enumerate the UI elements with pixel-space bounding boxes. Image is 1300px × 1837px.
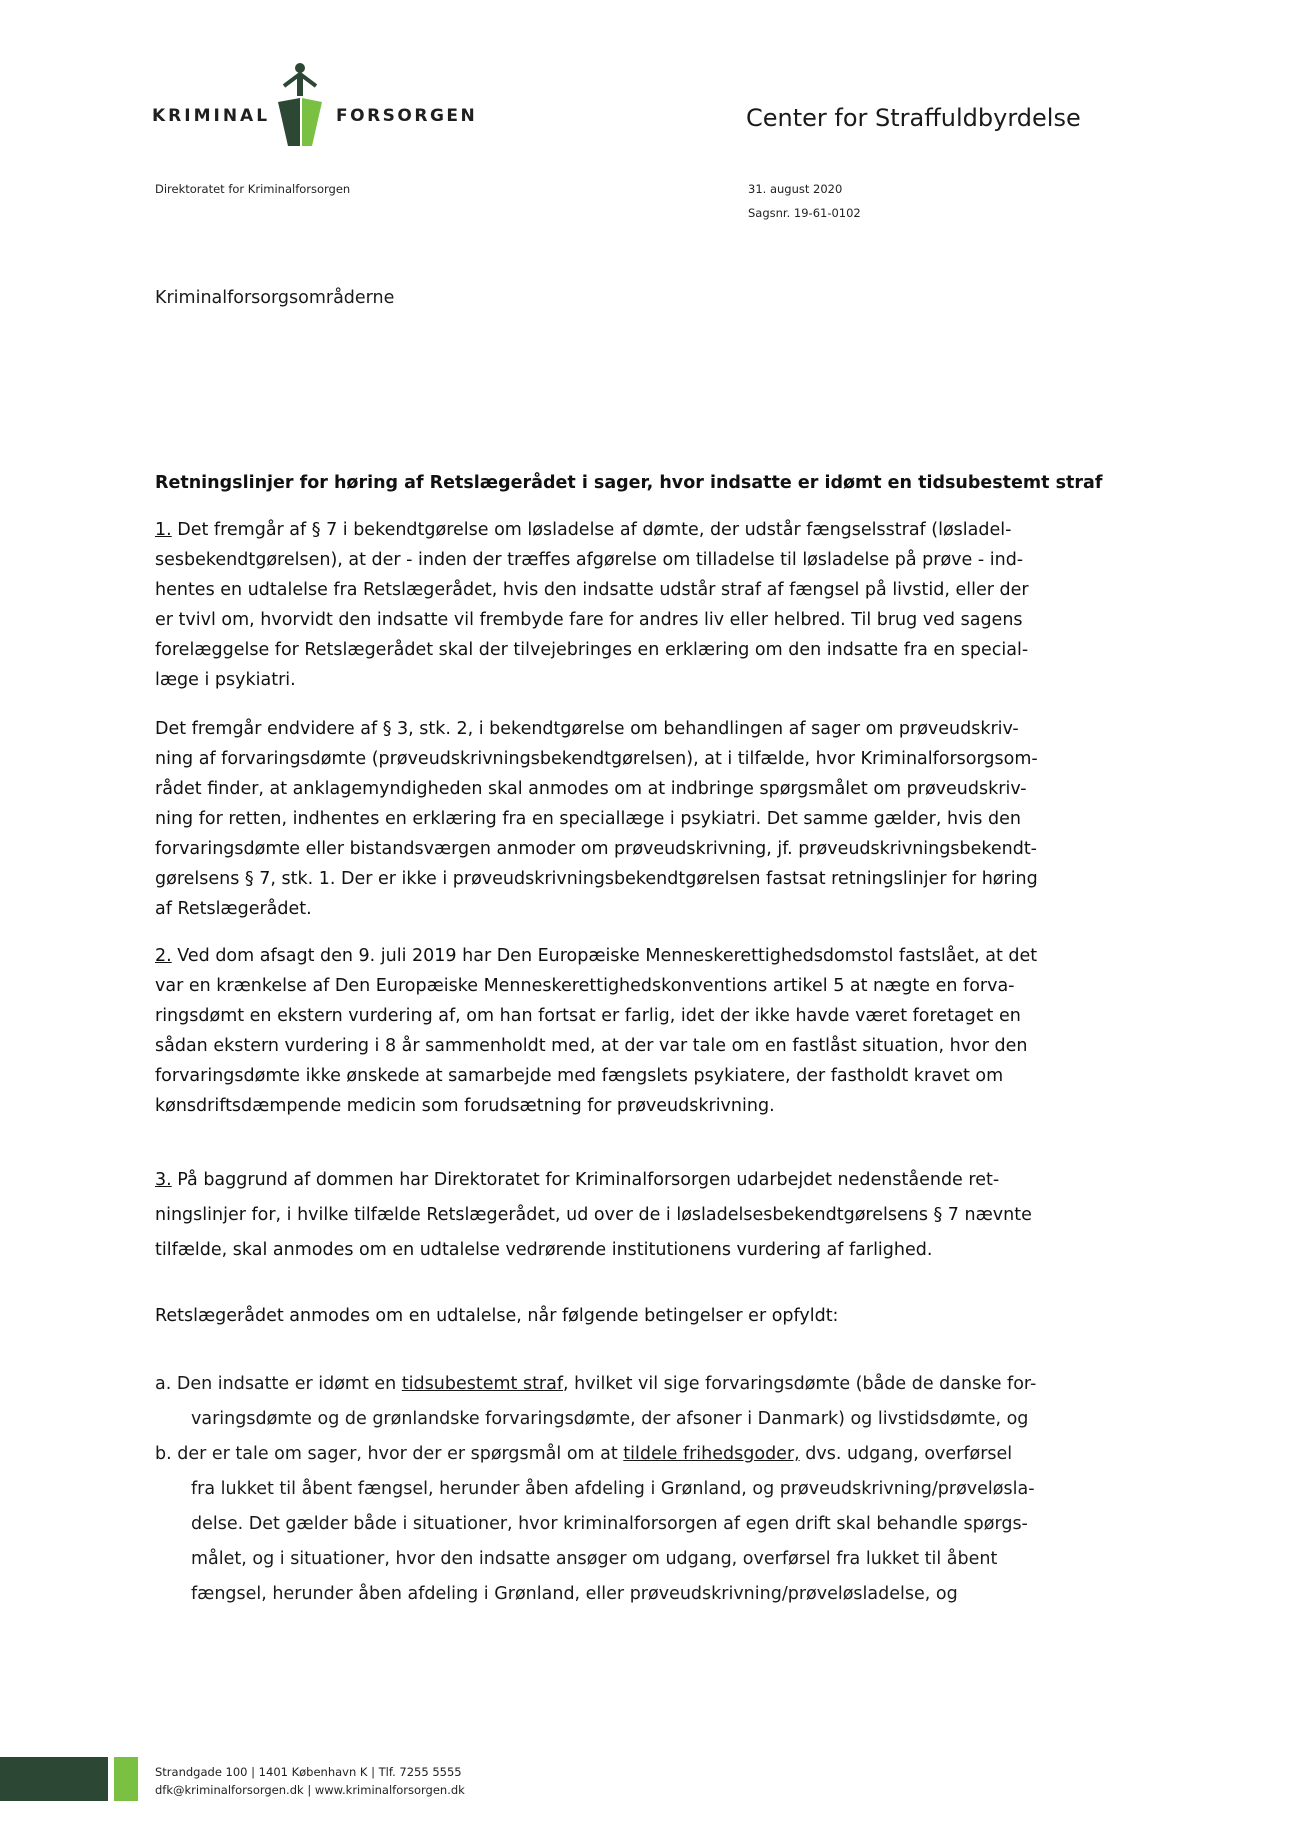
text-line: varingsdømte og de grønlandske forvaringsdømte, der afsoner i Danmark) og livstidsdømte, og [191,1409,1029,1429]
emphasis-text: tidsubestemt straf [401,1374,564,1394]
logo-figure-icon [270,62,330,148]
list-marker: b. [155,1444,172,1464]
text-segment: dvs. udgang, overførsel [799,1444,1013,1464]
text-line: sådan ekstern vurdering i 8 år sammenholdt med, at der var tale om en fastlåst situation, hvor den [155,1036,1028,1056]
text-line: målet, og i situationer, hvor den indsatte ansøger om udgang, overførsel fra lukket til åbent [191,1549,998,1569]
text-line: kønsdriftsdæmpende medicin som forudsætning for prøveudskrivning. [155,1096,775,1116]
text-line: Det fremgår endvidere af § 3, stk. 2, i bekendtgørelse om behandlingen af sager om prøveudskriv- [155,719,1019,739]
list-item-a [155,1367,1155,1437]
text-line: gørelsens § 7, stk. 1. Der er ikke i prøveudskrivningsbekendtgørelsen fastsat retningslinjer for høring [155,869,1038,889]
text-line: er tvivl om, hvorvidt den indsatte vil frembyde fare for andres liv eller helbred. Til brug ved sagens [155,610,1023,630]
text-line: af Retslægerådet. [155,899,312,919]
section-number: 3. [155,1170,172,1190]
text-line: forelæggelse for Retslægerådet skal der tilvejebringes en erklæring om den indsatte fra en special- [155,640,1029,660]
text-line: læge i psykiatri. [155,670,296,690]
text-line: fra lukket til åbent fængsel, herunder åben afdeling i Grønland, og prøveudskrivning/prøveløsla- [191,1479,1035,1499]
footer-address: Strandgade 100 | 1401 København K | Tlf. 7255 5555 [155,1765,462,1779]
text-line: ningslinjer for, i hvilke tilfælde Retslægerådet, ud over de i løsladelsesbekendtgørelsens § 7 nævnte [155,1205,1032,1225]
text-line: sesbekendtgørelsen), at der - inden der træffes afgørelse om tilladelse til løsladelse på prøve - ind- [155,550,1024,570]
section-3 [155,1163,1155,1268]
footer-bar-green [114,1757,138,1801]
text-line: ning for retten, indhentes en erklæring fra en speciallæge i psykiatri. Det samme gælder, hvis den [155,809,1021,829]
text-line: hentes en udtalelse fra Retslægerådet, hvis den indsatte udstår straf af fængsel på livstid, eller der [155,580,1029,600]
text-line: ning af forvaringsdømte (prøveudskrivningsbekendtgørelsen), at i tilfælde, hvor Kriminalforsorgsom- [155,749,1038,769]
section-2 [155,941,1155,1121]
footer-bar-dark [0,1757,108,1801]
sender: Direktoratet for Kriminalforsorgen [155,182,351,196]
text-line: delse. Det gælder både i situationer, hvor kriminalforsorgen af egen drift skal behandle spørgs- [191,1514,1028,1534]
text-segment: Den indsatte er idømt en [171,1374,402,1394]
section-number: 1. [155,520,172,540]
text-line: Det fremgår af § 7 i bekendtgørelse om løsladelse af dømte, der udstår fængselsstraf (løsladel- [171,520,1012,540]
text-line: ringsdømt en ekstern vurdering af, om han fortsat er farlig, idet der ikke havde været foretaget en [155,1006,1021,1026]
logo-text-right: FORSORGEN [336,106,478,126]
text-segment: , hvilket vil sige forvaringsdømte (både de danske for- [563,1374,1037,1394]
text-segment: der er tale om sager, hvor der er spørgsmål om at [171,1444,624,1464]
section-number: 2. [155,946,172,966]
center-title: Center for Straffuldbyrdelse [746,104,1081,132]
text-line: tilfælde, skal anmodes om en udtalelse vedrørende institutionens vurdering af farlighed. [155,1240,933,1260]
logo-text-left: KRIMINAL [152,106,271,126]
footer-contact [155,1763,465,1799]
list-marker: a. [155,1374,172,1394]
text-line: fængsel, herunder åben afdeling i Grønland, eller prøveudskrivning/prøveløsladelse, og [191,1584,958,1604]
document-heading: Retningslinjer for høring af Retslægerådet i sager, hvor indsatte er idømt en tidsubestemt straf [155,473,1103,493]
addressee: Kriminalforsorgsområderne [155,288,395,308]
conditions-intro: Retslægerådet anmodes om en udtalelse, når følgende betingelser er opfyldt: [155,1306,839,1326]
text-line: rådet finder, at anklagemyndigheden skal anmodes om at indbringe spørgsmålet om prøveudskriv- [155,779,1027,799]
case-number: Sagsnr. 19-61-0102 [748,206,861,220]
text-line: forvaringsdømte ikke ønskede at samarbejde med fængslets psykiatere, der fastholdt kravet om [155,1066,1004,1086]
kriminalforsorgen-logo [152,62,478,152]
text-line: Ved dom afsagt den 9. juli 2019 har Den Europæiske Menneskerettighedsdomstol fastslået, at det [171,946,1038,966]
text-line: var en krænkelse af Den Europæiske Menneskerettighedskonventions artikel 5 at nægte en forva- [155,976,1015,996]
text-line: forvaringsdømte eller bistandsværgen anmoder om prøveudskrivning, jf. prøveudskrivningsbekendt- [155,839,1037,859]
text-line: På baggrund af dommen har Direktoratet for Kriminalforsorgen udarbejdet nedenstående ret- [171,1170,1000,1190]
emphasis-text: tildele frihedsgoder, [623,1444,800,1464]
list-item-b [155,1437,1155,1612]
letter-date: 31. august 2020 [748,182,843,196]
section-1 [155,515,1155,695]
section-1-continued [155,714,1155,924]
footer-web: dfk@kriminalforsorgen.dk | www.kriminalforsorgen.dk [155,1783,465,1797]
